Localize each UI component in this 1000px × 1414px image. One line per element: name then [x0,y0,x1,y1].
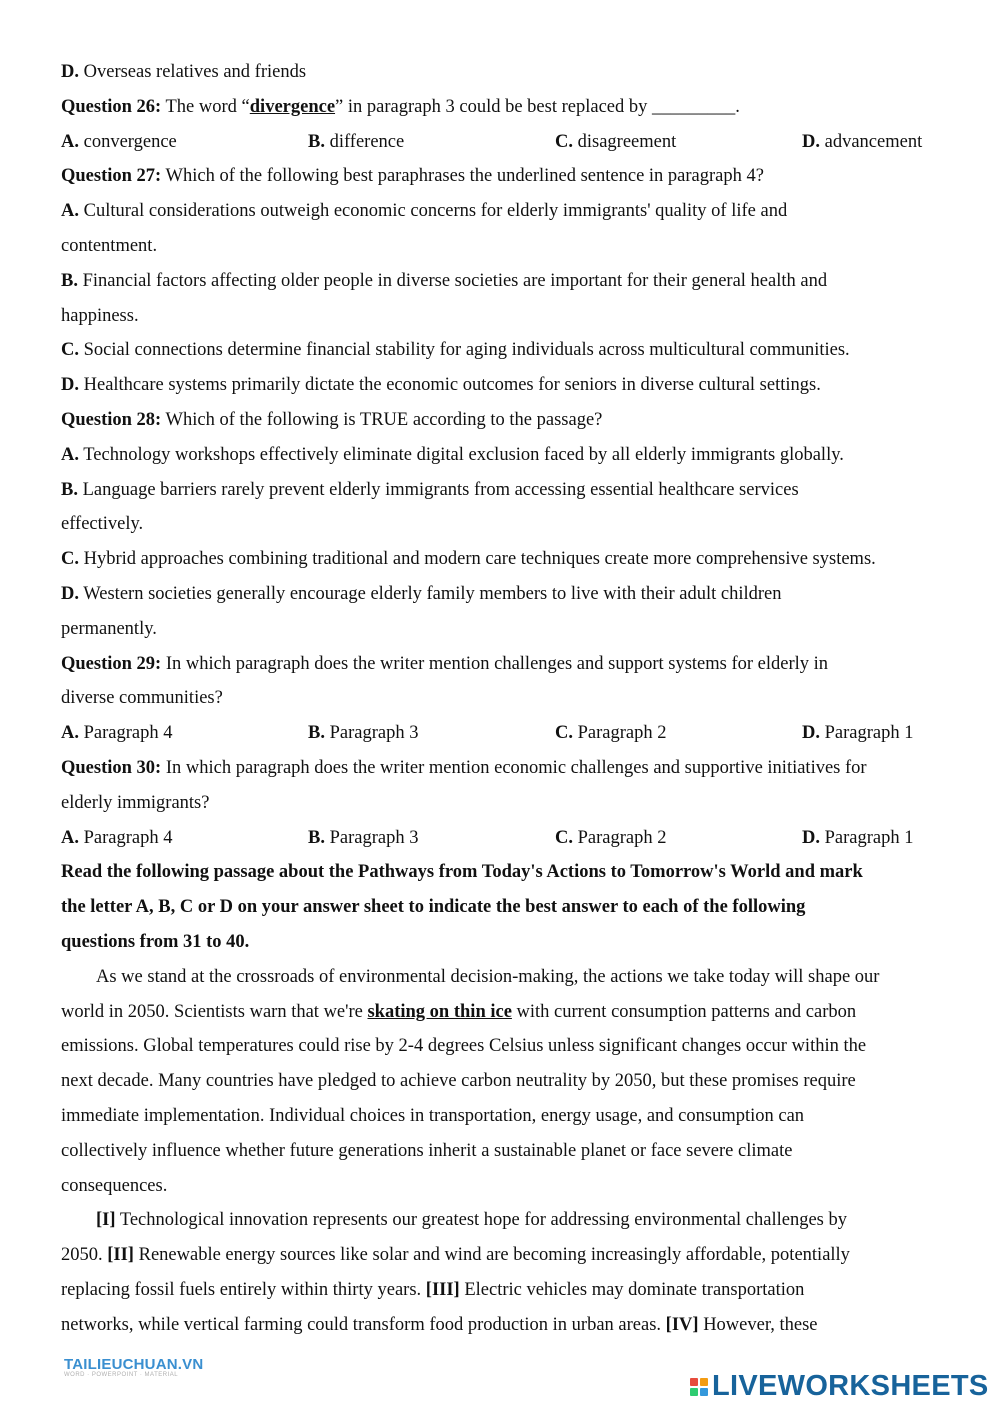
option-letter: A. [61,201,79,222]
q25-option-d [61,55,946,90]
instruction-line-2 [61,890,946,925]
passage-line [61,1099,946,1134]
passage-line [61,995,946,1030]
option-b[interactable] [308,821,555,856]
q28-option-b[interactable] [61,473,946,508]
q27-option-d[interactable] [61,368,946,403]
option-text: Cultural considerations outweigh economic concerns for elderly immigrants' quality of life and [79,201,788,222]
option-c[interactable] [555,821,802,856]
question-stem: In which paragraph does the writer mention economic challenges and supportive initiatives for [161,757,867,778]
question-stem: elderly immigrants? [61,792,210,813]
option-a[interactable] [61,821,308,856]
position-marker: [I] [96,1210,116,1231]
question-26 [61,90,946,125]
option-text: Western societies generally encourage elderly family members to live with their adult children [79,583,782,604]
question-stem: The word “ [161,96,250,117]
option-text: Paragraph 3 [324,723,419,744]
passage-text: immediate implementation. Individual choices in transportation, energy usage, and consumption can [61,1105,805,1126]
option-letter: D. [802,723,820,744]
option-letter: B. [308,723,325,744]
option-letter: B. [61,270,78,291]
question-label: Question 27: [61,166,162,187]
option-letter: C. [555,131,573,152]
option-text: convergence [79,131,177,152]
option-letter: B. [308,827,325,848]
q30-options [61,821,946,856]
logo-square [700,1378,708,1386]
passage-text: Renewable energy sources like solar and wind are becoming increasingly affordable, potentially [133,1245,850,1266]
option-text: disagreement [573,131,677,152]
instruction-line-1 [61,855,946,890]
liveworksheets-icon [690,1378,708,1396]
keyword-underlined: divergence [249,96,336,117]
underlined-phrase: skating on thin ice [367,1001,512,1022]
option-letter: A. [61,131,79,152]
passage-text: next decade. Many countries have pledged to achieve carbon neutrality by 2050, but these promises require [61,1071,856,1092]
question-stem: diverse communities? [61,688,223,709]
question-label: Question 26: [61,96,162,117]
q27-option-a[interactable] [61,194,946,229]
passage-text: replacing fossil fuels entirely within thirty years. [61,1279,426,1300]
q27-option-b[interactable] [61,264,946,299]
option-text: advancement [820,131,923,152]
option-letter: C. [555,827,573,848]
liveworksheets-logo [690,1370,989,1403]
passage-line [61,1169,946,1204]
brand-tagline: WORD · POWERPOINT · MATERIAL [64,1372,179,1378]
option-text: Paragraph 4 [79,723,173,744]
option-text: Language barriers rarely prevent elderly immigrants from accessing essential healthcare services [77,479,799,500]
passage-text: Electric vehicles may dominate transportation [459,1279,805,1300]
option-a[interactable] [61,125,308,160]
option-b[interactable] [308,125,555,160]
instruction-text: Read the following passage about the Pathways from Today's Actions to Tomorrow's World and mark [61,862,863,883]
passage-line [61,1134,946,1169]
instruction-line-3 [61,925,946,960]
question-stem: Which of the following is TRUE according to the passage? [161,409,603,430]
option-text: Paragraph 2 [573,827,667,848]
option-letter: D. [61,583,79,604]
passage-text: Technological innovation represents our greatest hope for addressing environmental challenges by [115,1210,847,1231]
question-29 [61,647,946,682]
option-text: happiness. [61,305,139,326]
question-29-cont [61,681,946,716]
option-a[interactable] [61,716,308,751]
question-stem: In which paragraph does the writer mention challenges and support systems for elderly in [161,653,829,674]
option-letter: D. [61,375,79,396]
option-text: Paragraph 2 [573,723,667,744]
option-text: Paragraph 4 [79,827,173,848]
passage-text: 2050. [61,1245,108,1266]
passage-line [61,1203,946,1238]
logo-square [700,1388,708,1396]
q27-option-b-cont [61,299,946,334]
passage-text: consequences. [61,1175,168,1196]
option-letter: D. [61,62,79,82]
q27-option-a-cont [61,229,946,264]
option-text: Hybrid approaches combining traditional and modern care techniques create more comprehensive systems. [79,549,876,570]
passage-line [61,1308,946,1343]
passage-paragraph-1 [61,960,946,1204]
option-text: difference [324,131,405,152]
question-30 [61,751,946,786]
q29-options [61,716,946,751]
passage-text: emissions. Global temperatures could rise by 2-4 degrees Celsius unless significant changes occur within the [61,1036,867,1057]
question-stem: ” in paragraph 3 could be best replaced by _________. [335,96,740,117]
position-marker: [III] [425,1279,460,1300]
passage-line [61,1238,946,1273]
question-label: Question 29: [61,653,162,674]
instruction-text: the letter A, B, C or D on your answer sheet to indicate the best answer to each of the following [61,897,806,918]
q28-option-a[interactable] [61,438,946,473]
option-letter: B. [61,479,78,500]
option-letter: C. [61,340,79,361]
question-30-cont [61,786,946,821]
worksheet-page [61,55,946,1342]
question-27 [61,159,946,194]
passage-text: with current consumption patterns and carbon [511,1001,857,1022]
option-letter: B. [308,131,325,152]
option-text: Technology workshops effectively eliminate digital exclusion faced by all elderly immigrants globally. [79,444,844,465]
option-b[interactable] [308,716,555,751]
option-letter: A. [61,444,79,465]
option-text: Overseas relatives and friends [79,62,307,82]
logo-square [690,1378,698,1386]
option-text: permanently. [61,618,157,639]
option-d[interactable] [802,125,922,160]
instruction-text: questions from 31 to 40. [61,931,250,952]
option-letter: A. [61,723,79,744]
option-letter: D. [802,131,820,152]
option-text: Healthcare systems primarily dictate the economic outcomes for seniors in diverse cultural settings. [79,375,821,396]
option-text: Financial factors affecting older people in diverse societies are important for their general health and [77,270,828,291]
q28-option-b-cont [61,507,946,542]
option-text: Paragraph 1 [820,827,914,848]
option-letter: C. [61,549,79,570]
option-text: contentment. [61,235,158,256]
brand-text: LIVEWORKSHEETS [712,1370,989,1402]
question-stem: Which of the following best paraphrases the underlined sentence in paragraph 4? [161,166,764,187]
q28-option-d-cont [61,612,946,647]
option-letter: C. [555,723,573,744]
option-d[interactable] [802,821,914,856]
option-c[interactable] [555,716,802,751]
option-c[interactable] [555,125,802,160]
passage-line [61,1273,946,1308]
option-letter: D. [802,827,820,848]
option-text: Paragraph 1 [820,723,914,744]
option-text: Paragraph 3 [324,827,419,848]
passage-line [61,960,946,995]
logo-square [690,1388,698,1396]
passage-text: However, these [698,1314,818,1335]
position-marker: [IV] [665,1314,699,1335]
option-letter: A. [61,827,79,848]
q26-options [61,125,946,160]
option-d[interactable] [802,716,914,751]
option-text: effectively. [61,514,144,535]
passage-line [61,1029,946,1064]
question-28 [61,403,946,438]
q27-option-c[interactable] [61,333,946,368]
passage-text: networks, while vertical farming could transform food production in urban areas. [61,1314,666,1335]
passage-text: As we stand at the crossroads of environmental decision-making, the actions we take today will shape our [96,966,880,987]
passage-text: world in 2050. Scientists warn that we're [61,1001,368,1022]
passage-line [61,1064,946,1099]
question-label: Question 28: [61,409,162,430]
q28-option-c[interactable] [61,542,946,577]
q28-option-d[interactable] [61,577,946,612]
passage-paragraph-2 [61,1203,946,1342]
option-text: Social connections determine financial stability for aging individuals across multicultural communities. [79,340,850,361]
tailieuchuan-logo [64,1356,203,1378]
question-label: Question 30: [61,757,162,778]
brand-text: TAILIEUCHUAN.VN [64,1356,204,1373]
position-marker: [II] [107,1245,134,1266]
passage-text: collectively influence whether future generations inherit a sustainable planet or face severe climate [61,1140,793,1161]
